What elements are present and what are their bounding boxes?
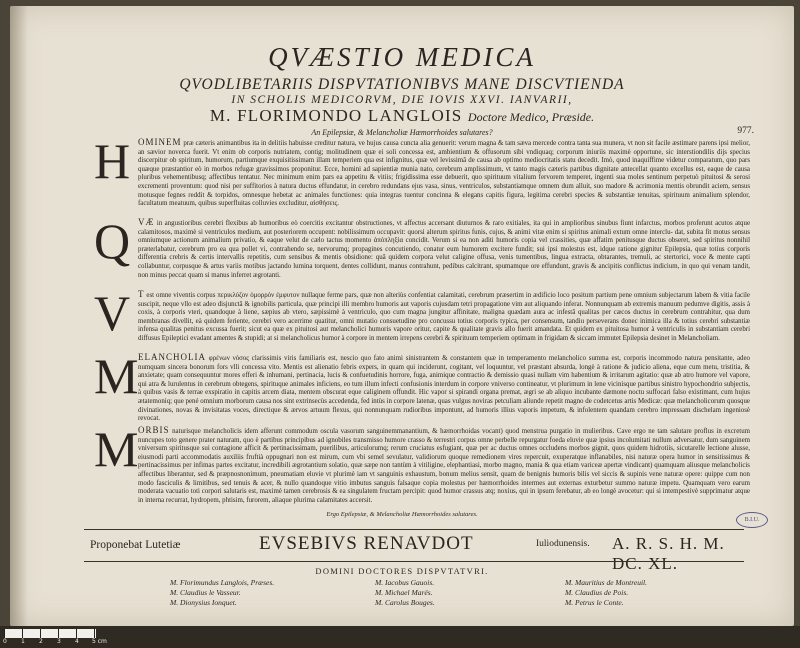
paragraph-3-text: est omne viventis corpus περικλύζον ὁμορρόν ἐμφυτον nullaque ferme pars, quæ non alteriùs confentiat calamitati, cerebrum præsertim in ædificio loco positum partium pene omnium subjectarum labem & vitia facile suscipit, neque vllo est adeo disjunctâ & ignobilis particula, quæ principi illi membro humoris aut vaporis cujusdam tetri propagatione vim aut aliquando inferat. Nonnunquam ab extremis manuum pedumve digitis, assis à coxis, à corporis vteri, quandoque à liene, sæpius ab vtero, sæpissimè à ventriculo, quo cum magna jungitur affinitate, maligna quædam aura ac infestâ qualitas per cæcos ductus in cerebrum contrahitur, qua dum membranas divellit, eà quidem feriente, cerebri vero acerrime quatitur, omni mutatio consuetudine pro concussu totius corporis typica, per consensum, tandiu perseverans donec inimica illa & totius cerebri substantiæ infensa qualitas penitus excussa fuerit; sicut ea quæ ex pituitosi aut melancholici humoris vapore oritur, capite & qualitate gravis allo fuerit amandata. Et quidem ex pituitosa humor à ventriculis in substantiam cerebri diffusus Epileptici evadant amentes & stupidi; at si melancholicus humor à corpore in mentem irrepens cerebri & spirituum temperiem optimam in frigidam & siccam immutet Epilepsia desinet in Melancholiam. <box>138 292 750 342</box>
ruler-tick <box>94 629 95 638</box>
paragraph-2-lead: VÆ <box>138 218 155 227</box>
doctors-column-2 <box>375 578 435 608</box>
ruler-label: 3 <box>57 638 61 645</box>
doctor-name: M. Claudius de Pois. <box>565 588 629 597</box>
ruler-tick <box>58 629 59 638</box>
ruler-label: 1 <box>21 638 25 645</box>
proponebat-degree: A. R. S. H. M. DC. XL. <box>612 534 725 573</box>
paragraph-1 <box>138 138 750 216</box>
doctor-name: M. Claudius le Vasseur. <box>170 588 241 597</box>
doctors-column-3 <box>565 578 647 608</box>
paragraph-2 <box>138 218 750 287</box>
library-stamp: B.I.U. <box>736 512 768 528</box>
president-name: M. FLORIMONDO LANGLOIS <box>209 106 463 125</box>
doctor-name: M. Iacobus Gauois. <box>375 578 435 587</box>
paragraph-2-text: in angustioribus cerebri flexibus ab humoribus eò coercitis excitantur obstructiones, vt affectus accersant diuturnos & raro exitiales, ita qui in amplioribus sinubus fiunt infarctus, morbos proferunt acutos atque calamitosos, maximè si ventriculos medium, aut posteriorem occupent: nobilissimum occupavit: quorsi alterum spiritus funis, cujus, & animi vitæ enim si spiritus animali extum omne interclu- dat, subita fit motus sensus omniumque actionum animalium privatio, & eaque velut de cælo tactus momento ἀπόπληξία concidit. Verum si ea non aditi humoris copia vel crassities, quæ affatim penitusque ductus obseret, sed spiritus nonnihil præterlabatur, cerebrum pro ea qua pollet vi, contrahendo se, nervorumq; propagines concutiendo, conatur eum humorem excitere fundit; sui ipsi molestus est, idque ratione gignitur Epilepsia, quæ totius corporis differentia crebris & certis intervallis repetitis, cum sensibus & mentis obsidione: quâ quidem corpora velut caligine offusa, venis tumentibus, lingua extracta, obtarantes, tremuli, ac stertorici, voce & mente capti collabuntur, corpusque & artus variis motibus jactando lumina torquent, dentes collidunt, manus contrahunt, pedibus calcitrant, spumamque ore effundunt, gravis & ancipitis conflictus indicium, in quo qui venam tandit, non minus peccat quam si manus inferret ægrotanti. <box>138 220 750 279</box>
ruler-bar <box>4 629 96 638</box>
question-line: An Epilepsiæ, & Melancholiæ Hæmorrhoides salutares? <box>311 128 493 137</box>
dropcap-m-1: M <box>94 348 139 404</box>
dropcap-v: V <box>94 285 131 341</box>
paragraph-3-lead: T <box>138 290 145 299</box>
doctor-name: M. Mauritius de Montreuil. <box>565 578 648 587</box>
ruler-label: 0 <box>3 638 7 645</box>
title-line-4 <box>10 106 794 126</box>
conclusion: Ergo Epilepsiæ, & Melancholiæ Hæmorrhoides salutares. <box>326 511 478 518</box>
doctor-name: M. Michael Marës. <box>375 588 433 597</box>
paragraph-1-lead: OMINEM <box>138 138 182 147</box>
ruler-label: 2 <box>39 638 43 645</box>
proponebat-name: EVSEBIVS RENAVDOT <box>259 533 474 554</box>
ruler-tick <box>22 629 23 638</box>
dropcap-h: H <box>94 133 131 189</box>
page-number: 977. <box>737 126 754 136</box>
paragraph-4-text: φρένων νόσος clarissimis viris familiaris est, nescio quo fato animi sinistrantem & constantem quæ in temperamento melancholico summa est, corporis incommodo natura pensitante, adeo numquam sincera bonorum fors vlli concessa vito. Mentis est alienatio febris expers, in quam qui inciderunt, cogitant, vel loquuntur, vel præstant absurda, longè à ratione & judicio aliena, eque cum metu, tristitia, & anxietate; quam consequuntur mores efferi & inhumani, pertinacia, lucis & confuetudinis horrore, fuga, animique contractio & demissio quasi nullam vim habentium & irritarum agitatio: quæ ab atro humore vel vapore, qui atra & lurulentus in cerebrum obtegens, spirituque animales inficiens, eo tum illum infecti confusionis interdum in corpore vniverso contineatur, vt plurimum in lene vicinisque partibus sinistro hypochondrio subjectis, à quibus vasis & terrae exspiratio in capitis arcem diata, mentem obscurat eque caliginem offundit. Hic vapor si spirandi organa premat, ægri se ab aliquo incubante dæmone noctu suffocari falso existimant, cum hujus ætatemoniq; que pené omnium morborum causa nos sint extrinsecùs accedenda, fed intùs in corpore latenæ, quas vulgus noviras petculiam aliunde repetit magno de codetcetus artis Medicæ: quæ melancholicorum quosque divinationes, novas & invisitatas voces, directique & ærvos artuum flexus, qui nonnunquam rudioribus impontunt, ad humoris illius vaporis impetum, & infolentem quandam cerebro impressam dischelam ingeniosè revocat. <box>138 355 750 422</box>
paragraph-5 <box>138 426 750 504</box>
document-page <box>10 6 794 626</box>
proponebat-origin: Iuliodunensis. <box>536 539 590 549</box>
top-rule <box>84 529 744 530</box>
ruler-tick <box>40 629 41 638</box>
doctors-column-1 <box>170 578 274 608</box>
paragraph-4 <box>138 353 750 422</box>
bottom-rule <box>84 561 744 562</box>
ruler-label: 5 cm <box>92 638 107 645</box>
paragraph-1-text: præ cæteris animantibus ita in delitiis habuisse creditur natura, ve hujus causa cuncta alia genuerit: verum magna & tam sæva mercede contra tanta sua munera, vt non sit facile æstimare parens ipsi melior, an sævior noverca fuerit. Vt enim ob corporis nutriatem, contig; molitudinem quæ ei soli concessa est, ambientium & offusorum sibi vndiquaq; corporum iniuriis maximè opportune, sic interstiondilis dijs specius discerpitur ob spiritum, humorum, partiumque exquisitissimam illam temperiem qua est infignitus, quæ vel levissimâ de causa ab optimo mediocritatis statu decedit. Imò, quod inaquiffime videtur comparatum, quo pars quæque præstantior eò in morbos refugæ gravissimos proponitur. Ecce, homini ad sapientiæ munia nato, cerebrum amplissimum, vt tanto magis cæteris partibus dignitate antecellat quanto excellus est, eaque de causa pluribus vehementibusq; affectibus tentatur. Nec minimum enim pars ea appetitu & vitiis; frigidissima esse debuerit, quo spirituum vitalium fervorem temperet, ingenti sua moles sentinum perpetuò pituitosi & serosi excrementi proventum: quod nisi per suffitorios à natura ductus effundatur, in cerebro redundans ejus vasa, sinus, ventriculos, substantiamque omnem dum alluit, suo madore & acrimonia mentis obrundit aciem, sensus motusque fegnes reddit & torpidos, omnesque hebetat ac animales functiones: quia integras tuentur concinna & elegans capitis figura, legitima cerebri species & substantiæ tenuitas, spirituum animalium splendor, facultatum meatuum, quibus superfluitas colluvies excluditur, αἰσθήσεις. <box>138 140 750 208</box>
doctor-name: M. Florimundus Langlois, Præses. <box>170 578 275 587</box>
ruler-tick <box>4 629 5 638</box>
scale-ruler <box>0 626 800 648</box>
paragraph-5-text: naturisque melancholicis idem afferunt commodum oscula vasorum sanguinemmanantium, & hæmorrhoidas vocant) quod menstrua purgatio in mulieribus. Cave ergo ne tam salutare proflus in excretum nuncupes toto genere prater naturam, quo è partibus principibus ad ignobiles transmisso humore crasso & terrestri corpus omne perbelle repurgatur foeda eluvie quæ ipsius incolumitati nullum adversatur, dum sanguinem vniversum spiritusque sui contagione afficit & pertinacissimam, puerilibus, articulorumq; rerum cruciatus esfugiant, quæ per ac ductus omnes occludens morbos gignit, quos quidem hidrotiis, sicutarelle lectione alusse, eiusmodi parti accommodatis auxiliis fruftià oppugnari non est mirum, cum vbi semel sevulatur, validiorum quoque remedionem vires repercuit, exuperatque inflanabiles, nisi naturæ opera humor in sensitissimus & pertinacissimus per infimas partes excitatur, incredibili ægrotantium solatio, quæ sæpe non tantùm à vitiligine, elephantiasi, morbo magno, mania & qua etiam variceæ apertæ vindicant) quamquam aliusque melancholicis affectibus liberantur, sed & præpnosnonimum, pneumatiam eluvie vt plurimè iam vt sanguinis exhaustum, bonum melius sensit, quam de benignis humoris bilis vel siccis & supinis vene naturæ opere: quippe cum non modo fasciculis & limitibus, sed tenuis & acer, & nullo quandoque vitio imbutus sanguis falsaque copia molestus per hæmorrhoides intermes aut externas exturbetur summo naturæ impetu. Quamquam vero earum moderata vacuatio toti corpori salutaris est, maximè tamen cerebrosis & ea singulatem fructam percipit: quod humor crassus atq; noxius, qui in ipsum ferebatur, ab eo longè avocetur: qui si intempestivè supprimatur atque in interna recurrat, hydropem, phtisim, furorem, aliaque plurima calamitates accersit. <box>138 428 750 504</box>
paragraph-4-lead: ELANCHOLIA <box>138 353 206 362</box>
domini-heading: DOMINI DOCTORES DISPVTATVRI. <box>315 566 489 576</box>
paragraph-5-lead: ORBIS <box>138 426 170 435</box>
title-line-3: IN SCHOLIS MEDICORVM, DIE IOVIS XXVI. IANVARII, <box>231 94 573 106</box>
title-line-2: QVODLIBETARIIS DISPVTATIONIBVS MANE DISCVTIENDA <box>179 76 625 93</box>
doctor-name: M. Dionysius Ionquet. <box>170 598 237 607</box>
ruler-label: 4 <box>75 638 79 645</box>
doctor-name: M. Carolus Bouges. <box>375 598 435 607</box>
dropcap-m-2: M <box>94 421 139 477</box>
title-line-1: QVÆSTIO MEDICA <box>268 42 536 72</box>
ruler-tick <box>76 629 77 638</box>
dropcap-q: Q <box>94 213 131 269</box>
proponebat-label: Proponebat Lutetiæ <box>90 539 181 551</box>
doctor-name: M. Petrus le Conte. <box>565 598 624 607</box>
paragraph-3 <box>138 290 750 350</box>
president-title: Doctore Medico, Præside. <box>467 110 595 124</box>
